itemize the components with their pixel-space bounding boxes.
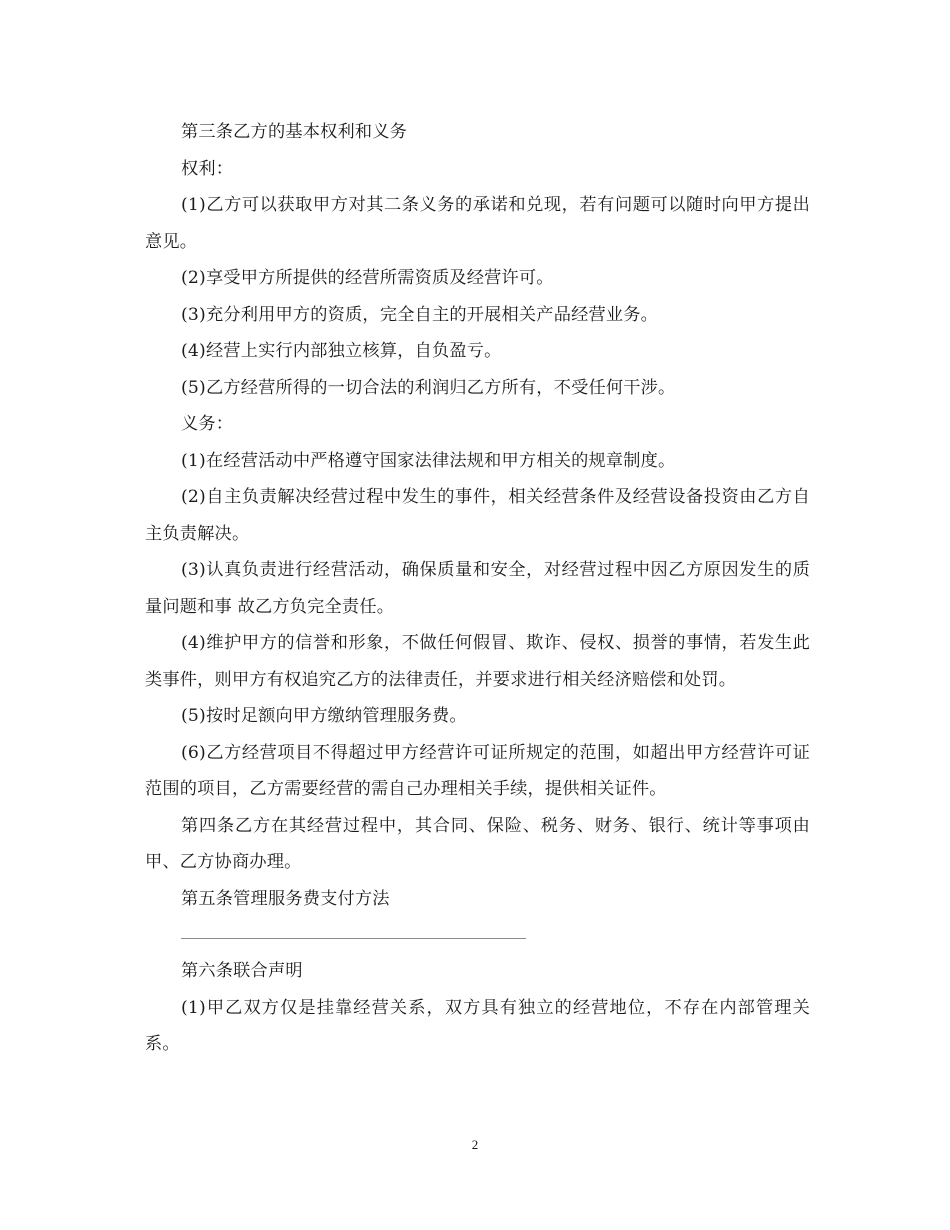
rights-item-5: (5)乙方经营所得的一切合法的利润归乙方所有，不受任何干涉。 <box>181 377 676 398</box>
rights-item-4: (4)经营上实行内部独立核算，自负盈亏。 <box>181 341 502 361</box>
article-4: 第四条乙方在其经营过程中，其合同、保险、税务、财务、银行、统计等事项由甲、乙方协商办理。 <box>145 815 810 872</box>
article-3-heading: 第三条乙方的基本权利和义务 <box>181 122 408 142</box>
rights-heading: 权利： <box>181 158 234 179</box>
obligations-item-1: (1)在经营活动中严格遵守国家法律法规和甲方相关的规章制度。 <box>181 450 676 471</box>
declaration-item-1: (1)甲乙双方仅是挂靠经营关系，双方具有独立的经营地位，不存在内部管理关系。 <box>145 997 810 1054</box>
article-6-heading: 第六条联合声明 <box>181 961 303 981</box>
obligations-item-5: (5)按时足额向甲方缴纳管理服务费。 <box>181 706 467 726</box>
rights-item-2: (2)享受甲方所提供的经营所需资质及经营许可。 <box>181 268 554 288</box>
document-body <box>145 114 810 1063</box>
obligations-item-2: (2)自主负责解决经营过程中发生的事件，相关经营条件及经营设备投资由乙方自主负责解决。 <box>145 487 810 544</box>
blank-line-divider <box>181 938 526 939</box>
rights-item-3: (3)充分利用甲方的资质，完全自主的开展相关产品经营业务。 <box>181 304 659 325</box>
page-number: 2 <box>471 1137 479 1152</box>
obligations-item-4: (4)维护甲方的信誉和形象，不做任何假冒、欺诈、侵权、损誉的事情，若发生此类事件，则甲方有权追究乙方的法律责任，并要求进行相关经济赔偿和处罚。 <box>145 633 810 690</box>
obligations-item-6: (6)乙方经营项目不得超过甲方经营许可证所规定的范围，如超出甲方经营许可证范围的项目，乙方需要经营的需自己办理相关手续，提供相关证件。 <box>145 742 810 799</box>
article-5-heading: 第五条管理服务费支付方法 <box>181 888 390 909</box>
rights-item-1: (1)乙方可以获取甲方对其二条义务的承诺和兑现，若有问题可以随时向甲方提出意见。 <box>145 195 810 252</box>
obligations-heading: 义务： <box>181 414 234 434</box>
obligations-item-3: (3)认真负责进行经营活动，确保质量和安全，对经营过程中因乙方原因发生的质量问题和事 故乙方负完全责任。 <box>145 560 810 617</box>
